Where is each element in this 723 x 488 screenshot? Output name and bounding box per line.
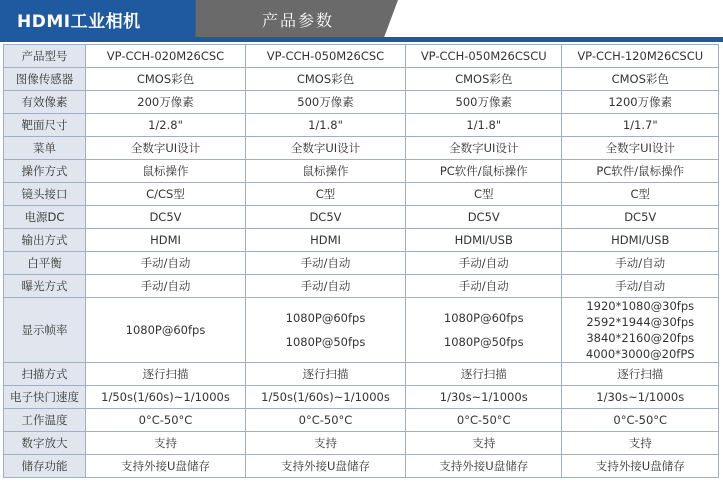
table-row xyxy=(4,160,719,183)
table-cell: 0°C-50°C xyxy=(246,409,406,432)
table-cell: HDMI/USB xyxy=(562,229,719,252)
table-cell: VP-CCH-120M26CSCU xyxy=(562,45,719,68)
spec-table xyxy=(3,44,719,478)
table-cell: 手动/自动 xyxy=(86,252,246,275)
cell-line: 3840*2160@20fps xyxy=(586,331,695,345)
table-row xyxy=(4,386,719,409)
row-label: 显示帧率 xyxy=(4,298,86,363)
page-title: HDMI工业相机 xyxy=(17,12,141,32)
table-cell: 手动/自动 xyxy=(406,252,562,275)
row-label: 图像传感器 xyxy=(4,68,86,91)
table-cell xyxy=(246,298,406,363)
table-row xyxy=(4,275,719,298)
section-subtitle: 产品参数 xyxy=(262,11,335,30)
table-cell: 支持 xyxy=(406,432,562,455)
table-cell: 1/1.7" xyxy=(562,114,719,137)
table-cell xyxy=(406,298,562,363)
table-cell xyxy=(86,298,246,363)
table-cell: 全数字UI设计 xyxy=(406,137,562,160)
table-cell: 逐行扫描 xyxy=(86,363,246,386)
table-cell: 鼠标操作 xyxy=(246,160,406,183)
table-cell: 手动/自动 xyxy=(406,275,562,298)
table-cell: 支持外接U盘储存 xyxy=(86,455,246,478)
table-row xyxy=(4,229,719,252)
table-row xyxy=(4,409,719,432)
table-cell: PC软件/鼠标操作 xyxy=(562,160,719,183)
table-cell: HDMI/USB xyxy=(406,229,562,252)
table-row xyxy=(4,206,719,229)
table-cell: C型 xyxy=(562,183,719,206)
table-cell: 0°C-50°C xyxy=(406,409,562,432)
cell-line: 1080P@50fps xyxy=(443,335,524,349)
table-cell: 支持 xyxy=(86,432,246,455)
table-cell: 手动/自动 xyxy=(562,275,719,298)
table-cell: 支持 xyxy=(246,432,406,455)
table-cell: 1/30s~1/1000s xyxy=(562,386,719,409)
table-cell: 1/30s~1/1000s xyxy=(406,386,562,409)
table-cell: 手动/自动 xyxy=(246,275,406,298)
table-cell: CMOS彩色 xyxy=(562,68,719,91)
table-cell: 支持外接U盘储存 xyxy=(562,455,719,478)
table-cell: 支持外接U盘储存 xyxy=(246,455,406,478)
table-cell xyxy=(562,298,719,363)
cell-line: 4000*3000@20fPS xyxy=(585,347,695,361)
table-row xyxy=(4,68,719,91)
table-cell: 逐行扫描 xyxy=(406,363,562,386)
table-row xyxy=(4,183,719,206)
cell-line: 1920*1080@30fps xyxy=(586,299,695,313)
row-label: 输出方式 xyxy=(4,229,86,252)
table-cell: VP-CCH-020M26CSC xyxy=(86,45,246,68)
table-cell: 0°C-50°C xyxy=(562,409,719,432)
table-cell: 1/2.8" xyxy=(86,114,246,137)
row-label: 曝光方式 xyxy=(4,275,86,298)
table-cell: C型 xyxy=(246,183,406,206)
table-cell: CMOS彩色 xyxy=(86,68,246,91)
table-cell: 支持外接U盘储存 xyxy=(406,455,562,478)
table-cell: DC5V xyxy=(246,206,406,229)
table-cell: 0°C-50°C xyxy=(86,409,246,432)
table-row xyxy=(4,455,719,478)
cell-line: 1080P@60fps xyxy=(443,311,524,325)
row-label: 白平衡 xyxy=(4,252,86,275)
table-cell: 1/50s(1/60s)~1/1000s xyxy=(246,386,406,409)
header-banner xyxy=(0,0,723,44)
table-cell: 手动/自动 xyxy=(86,275,246,298)
table-cell: 1200万像素 xyxy=(562,91,719,114)
table-cell: 鼠标操作 xyxy=(86,160,246,183)
cell-line: 1080P@60fps xyxy=(285,311,366,325)
row-label: 菜单 xyxy=(4,137,86,160)
table-row xyxy=(4,432,719,455)
table-row xyxy=(4,114,719,137)
table-cell: C/CS型 xyxy=(86,183,246,206)
row-label: 扫描方式 xyxy=(4,363,86,386)
table-cell: DC5V xyxy=(406,206,562,229)
table-cell: VP-CCH-050M26CSCU xyxy=(406,45,562,68)
row-label: 镜头接口 xyxy=(4,183,86,206)
table-cell: 全数字UI设计 xyxy=(246,137,406,160)
table-cell: PC软件/鼠标操作 xyxy=(406,160,562,183)
table-cell: 逐行扫描 xyxy=(246,363,406,386)
row-label: 电子快门速度 xyxy=(4,386,86,409)
row-label: 有效像素 xyxy=(4,91,86,114)
table-row xyxy=(4,252,719,275)
table-cell: DC5V xyxy=(562,206,719,229)
table-cell: HDMI xyxy=(86,229,246,252)
table-row xyxy=(4,363,719,386)
table-cell: 1/1.8" xyxy=(246,114,406,137)
table-cell: 全数字UI设计 xyxy=(562,137,719,160)
row-label: 靶面尺寸 xyxy=(4,114,86,137)
row-label: 操作方式 xyxy=(4,160,86,183)
table-cell: 500万像素 xyxy=(406,91,562,114)
table-cell: C型 xyxy=(406,183,562,206)
table-cell: 全数字UI设计 xyxy=(86,137,246,160)
table-cell: 1/50s(1/60s)~1/1000s xyxy=(86,386,246,409)
row-label: 电源DC xyxy=(4,206,86,229)
table-cell: HDMI xyxy=(246,229,406,252)
table-row xyxy=(4,91,719,114)
table-cell: 手动/自动 xyxy=(562,252,719,275)
cell-line: 1080P@60fps xyxy=(125,323,206,337)
row-label: 数字放大 xyxy=(4,432,86,455)
table-row xyxy=(4,137,719,160)
table-cell: CMOS彩色 xyxy=(246,68,406,91)
table-row xyxy=(4,298,719,363)
table-row xyxy=(4,45,719,68)
row-label: 储存功能 xyxy=(4,455,86,478)
table-cell: 手动/自动 xyxy=(246,252,406,275)
table-cell: VP-CCH-050M26CSC xyxy=(246,45,406,68)
cell-line: 2592*1944@30fps xyxy=(586,315,695,329)
table-cell: CMOS彩色 xyxy=(406,68,562,91)
table-cell: 500万像素 xyxy=(246,91,406,114)
table-cell: DC5V xyxy=(86,206,246,229)
header-underline xyxy=(0,37,723,42)
table-cell: 200万像素 xyxy=(86,91,246,114)
table-cell: 1/1.8" xyxy=(406,114,562,137)
row-label: 工作温度 xyxy=(4,409,86,432)
cell-line: 1080P@50fps xyxy=(285,335,366,349)
table-cell: 支持 xyxy=(562,432,719,455)
row-label: 产品型号 xyxy=(4,45,86,68)
table-cell: 逐行扫描 xyxy=(562,363,719,386)
